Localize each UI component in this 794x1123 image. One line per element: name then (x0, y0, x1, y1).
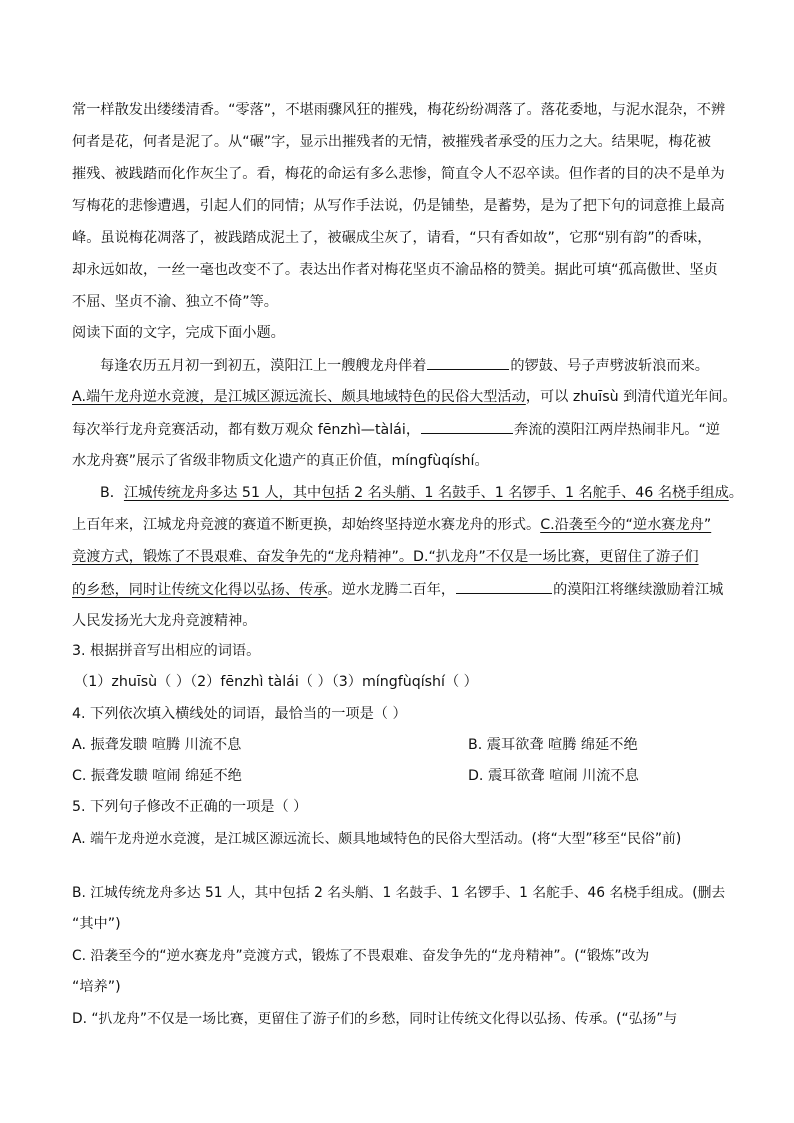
question-3-stem: 3. 根据拼音写出相应的词语。 (72, 643, 261, 659)
passage1-line-3: 摧残、被践踏而化作灰尘了。看，梅花的命运有多么悲惨，简直令人不忍卒读。但作者的目的决不是单为 (72, 166, 725, 182)
option-d[interactable]: D. 震耳欲聋 喧闹 川流不息 (468, 768, 639, 784)
passage1-line-5: 峰。虽说梅花凋落了，被践踏成泥土了，被碾成尘灰了，请看，“只有香如故”，它那“别有韵”的香味， (72, 230, 712, 246)
fill-blank-1[interactable] (427, 355, 509, 370)
passage2-line-5: B．江城传统龙舟多达 51 人，其中包括 2 名头艄、1 名鼓手、1 名锣手、1 名舵手、46 名桡手组成。 (100, 485, 743, 501)
question-5-option-b-line-1[interactable]: B. 江城传统龙舟多达 51 人，其中包括 2 名头艄、1 名鼓手、1 名锣手、1 名舵手、46 名桡手组成。(删去 (72, 885, 726, 901)
option-a[interactable]: A. 振聋发聩 喧腾 川流不息 (72, 737, 242, 753)
passage2-line-3: 每次举行龙舟竞赛活动，都有数万观众 fēnzhì—tàlái， 奔流的漠阳江两岸热闹非凡。“逆 (72, 419, 732, 440)
passage2-line-7 (72, 547, 732, 567)
reading-instruction: 阅读下面的文字，完成下面小题。 (72, 325, 285, 341)
sentence-c-d: 竞渡方式，锻炼了不畏艰难、奋发争先的“龙舟精神”。D.“扒龙舟”不仅是一场比赛，更留住了游子们 (72, 549, 699, 565)
fill-blank-3[interactable] (456, 579, 552, 594)
question-5-option-d-line-1[interactable]: D. “扒龙舟”不仅是一场比赛，更留住了游子们的乡愁，同时让传统文化得以弘扬、传承。(“弘扬”与 (72, 1011, 678, 1027)
sentence-d-end: 的乡愁，同时让传统文化得以弘扬、传承 (72, 582, 328, 598)
sentence-a: A.端午龙舟逆水竞渡，是江城区源远流长、颇具地域特色的民俗大型活动 (72, 389, 526, 405)
fill-blank-2[interactable] (421, 419, 513, 434)
passage1-line-2: 何者是花，何者是泥了。从“碾”字，显示出摧残者的无情，被摧残者承受的压力之大。结果呢，梅花被 (72, 134, 711, 150)
passage1-line-4: 写梅花的悲惨遭遇，引起人们的同情；从写作手法说，仍是铺垫，是蓄势，是为了把下句的词意推上最高 (72, 198, 725, 214)
passage2-line-6: 上百年来，江城龙舟竞渡的赛道不断更换，却始终坚持逆水赛龙舟的形式。C.沿袭至今的“逆水赛龙舟” (72, 517, 712, 533)
passage2-line-8: 的乡愁，同时让传统文化得以弘扬、传承。逆水龙腾二百年， 的漠阳江将继续激励着江城 (72, 579, 732, 600)
passage2-line-2: A.端午龙舟逆水竞渡，是江城区源远流长、颇具地域特色的民俗大型活动，可以 zhuīsù 到清代道光年间。 (72, 389, 737, 405)
question-5-option-c-line-2: “培养”) (72, 979, 121, 995)
question-3-parts: （1）zhuīsù（ ）（2）fēnzhì tàlái（ ）（3）míngfùqíshí（ ） (74, 674, 478, 690)
question-4-row-1 (72, 735, 732, 755)
passage1-line-6: 却永远如故，一丝一毫也改变不了。表达出作者对梅花坚贞不渝品格的赞美。据此可填“孤高傲世、坚贞 (72, 262, 718, 278)
question-4-row-2 (72, 766, 732, 786)
question-5-option-b-line-2: “其中”) (72, 916, 121, 932)
passage2-line-1: 每逢农历五月初一到初五，漠阳江上一艘艘龙舟伴着 的锣鼓、号子声劈波斩浪而来。 (72, 355, 732, 376)
option-b[interactable]: B. 震耳欲聋 喧腾 绵延不绝 (468, 737, 638, 753)
option-c[interactable]: C. 振聋发聩 喧闹 绵延不绝 (72, 768, 242, 784)
passage1-line-1: 常一样散发出缕缕清香。“零落”，不堪雨骤风狂的摧残，梅花纷纷凋落了。落花委地，与泥水混杂，不辨 (72, 102, 726, 118)
sentence-b: 江城传统龙舟多达 51 人，其中包括 2 名头艄、1 名鼓手、1 名锣手、1 名舵手、46 名桡手组成 (123, 485, 729, 501)
passage2-line-9: 人民发扬光大龙舟竞渡精神。 (72, 613, 257, 629)
passage2-line-4: 水龙舟赛”展示了省级非物质文化遗产的真正价值，míngfùqíshí。 (72, 453, 489, 469)
sentence-c-start: C.沿袭至今的“逆水赛龙舟” (540, 517, 712, 533)
question-4-stem: 4. 下列依次填入横线处的词语，最恰当的一项是（ ） (72, 706, 407, 722)
question-5-option-c-line-1[interactable]: C. 沿袭至今的“逆水赛龙舟”竞渡方式，锻炼了不畏艰难、奋发争先的“龙舟精神”。(“锻炼”改为 (72, 948, 650, 964)
question-5-stem: 5. 下列句子修改不正确的一项是（ ） (72, 799, 308, 815)
question-5-option-a[interactable]: A. 端午龙舟逆水竞渡，是江城区源远流长、颇具地域特色的民俗大型活动。(将“大型”移至“民俗”前) (72, 831, 682, 847)
passage1-line-7: 不屈、坚贞不渝、独立不倚”等。 (72, 294, 278, 310)
